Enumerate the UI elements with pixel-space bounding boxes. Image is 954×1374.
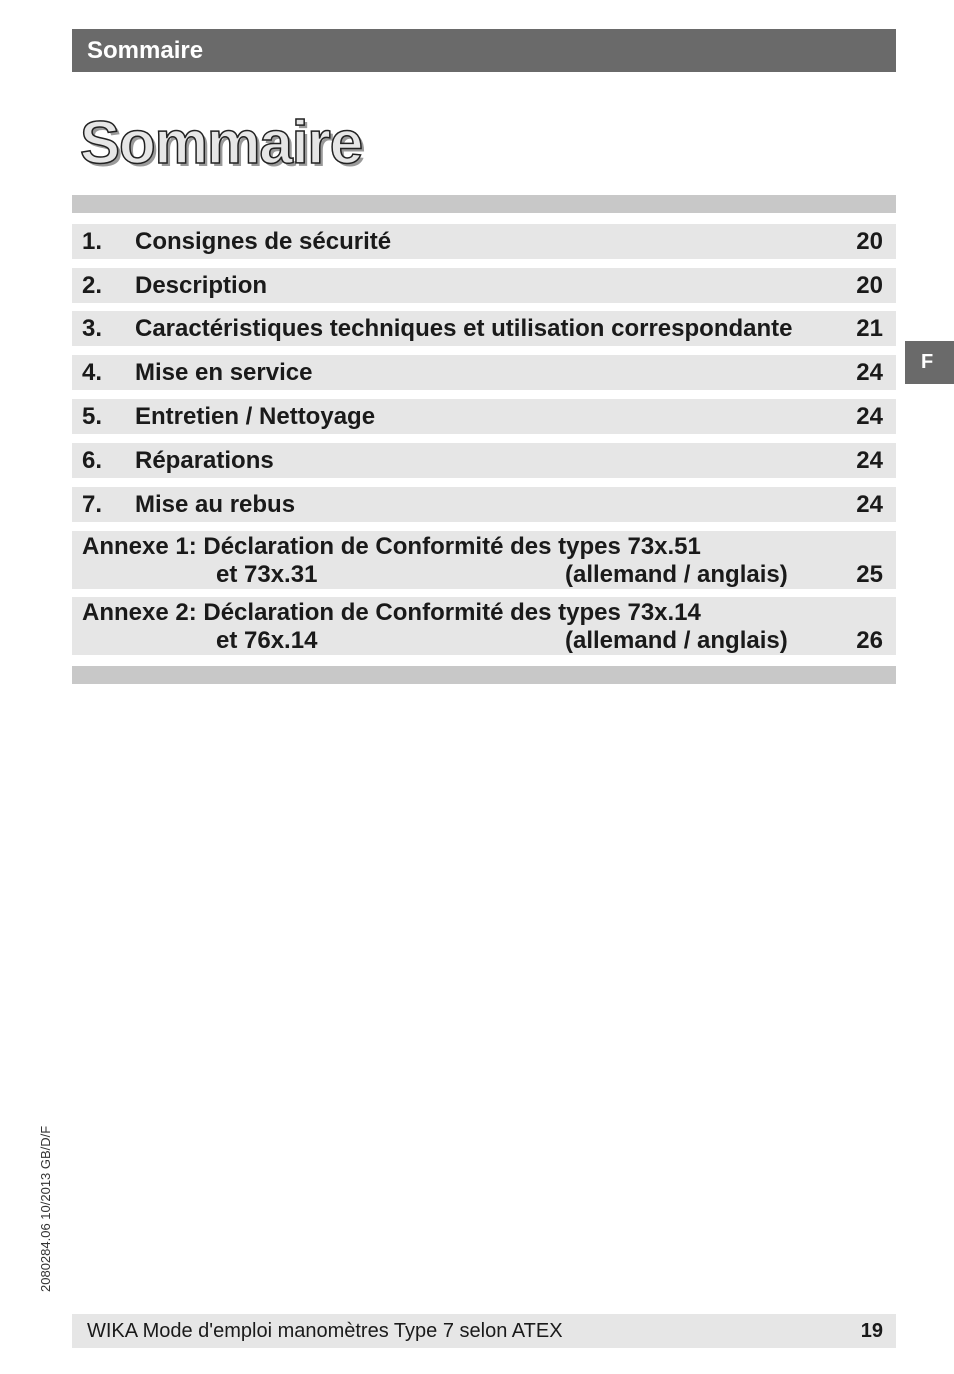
section-header xyxy=(72,29,896,72)
page-number: 19 xyxy=(860,1320,883,1342)
toc-page: 20 xyxy=(856,272,883,299)
toc-title: Consignes de sécurité xyxy=(135,228,392,255)
toc-row-7[interactable] xyxy=(72,487,896,522)
toc-row-1[interactable] xyxy=(72,224,896,259)
toc-annex-1[interactable] xyxy=(72,531,896,589)
toc-page: 25 xyxy=(856,561,883,588)
toc-number: 4. xyxy=(82,359,103,386)
toc-page: 24 xyxy=(856,359,883,386)
toc-number: 1. xyxy=(82,228,103,255)
toc-number: 6. xyxy=(82,447,103,474)
page-footer xyxy=(72,1314,896,1348)
toc-title: Mise en service xyxy=(135,359,313,386)
toc-page: 24 xyxy=(856,491,883,518)
toc-number: 5. xyxy=(82,403,103,430)
toc-title: Caractéristiques techniques et utilisation correspondante xyxy=(135,315,793,342)
toc-row-4[interactable] xyxy=(72,355,896,390)
annex-lead: Annexe 2: Déclaration de Conformité des types 73x.14 xyxy=(82,599,701,626)
toc-page: 21 xyxy=(856,315,883,342)
toc-title: Description xyxy=(135,272,268,299)
toc-page: 24 xyxy=(856,447,883,474)
toc-title: Entretien / Nettoyage xyxy=(135,403,376,430)
toc-row-5[interactable] xyxy=(72,399,896,434)
toc-number: 7. xyxy=(82,491,103,518)
toc-row-3[interactable] xyxy=(72,311,896,346)
toc-number: 2. xyxy=(82,272,103,299)
bottom-divider xyxy=(72,666,896,684)
language-tab-label: F xyxy=(921,351,934,373)
toc-title: Réparations xyxy=(135,447,274,474)
footer-text: WIKA Mode d'emploi manomètres Type 7 selon ATEX xyxy=(87,1320,563,1342)
annex-language: (allemand / anglais) xyxy=(565,561,788,588)
toc-title: Mise au rebus xyxy=(135,491,296,518)
annex-continuation: et 73x.31 xyxy=(216,561,318,588)
document-code: 2080284.06 10/2013 GB/D/F xyxy=(38,1125,53,1292)
toc-page: 20 xyxy=(856,228,883,255)
annex-lead: Annexe 1: Déclaration de Conformité des types 73x.51 xyxy=(82,533,701,560)
section-header-label: Sommaire xyxy=(87,37,204,64)
toc-row-2[interactable] xyxy=(72,268,896,303)
toc-page: 24 xyxy=(856,403,883,430)
toc-row-6[interactable] xyxy=(72,443,896,478)
annex-continuation: et 76x.14 xyxy=(216,627,318,654)
top-divider xyxy=(72,195,896,213)
language-tab xyxy=(905,341,954,384)
page-title: Sommaire xyxy=(80,109,363,176)
toc-number: 3. xyxy=(82,315,103,342)
annex-language: (allemand / anglais) xyxy=(565,627,788,654)
toc-annex-2[interactable] xyxy=(72,597,896,655)
toc-page: 26 xyxy=(856,627,883,654)
